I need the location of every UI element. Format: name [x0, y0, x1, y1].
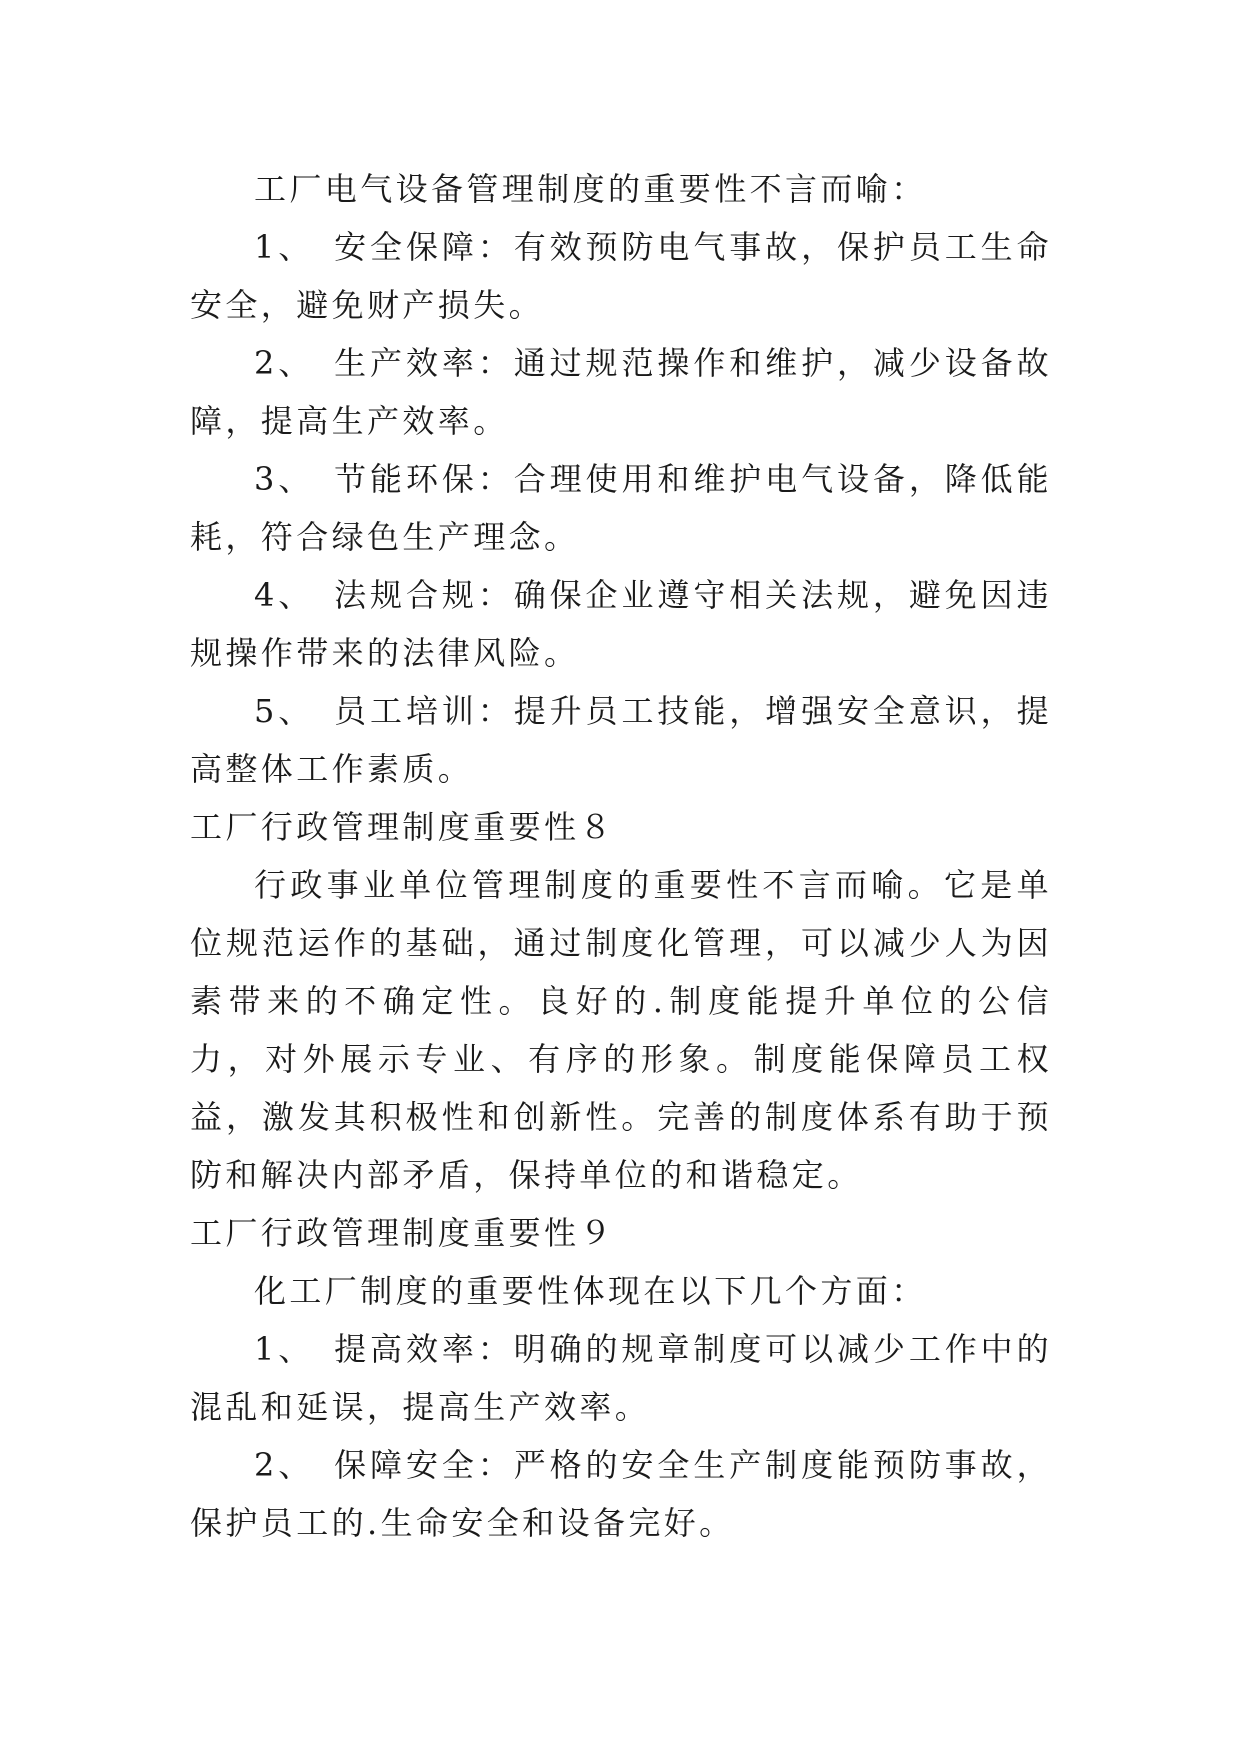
- list-item-text: 法规合规：确保企业遵守相关法规，避免因违规操作带来的法律风险。: [190, 576, 1052, 672]
- list-item-text: 保障安全：严格的安全生产制度能预防事故，保护员工的.生命安全和设备完好。: [190, 1446, 1052, 1542]
- list-item-text: 安全保障：有效预防电气事故，保护员工生命安全，避免财产损失。: [190, 228, 1052, 324]
- list-item: [190, 450, 1052, 566]
- section-heading-8: 工厂行政管理制度重要性８: [190, 808, 615, 846]
- list-item: [190, 1320, 1052, 1436]
- list-item-number: 4、: [254, 576, 315, 614]
- chemical-list: [190, 1320, 1052, 1552]
- list-item: [190, 1436, 1052, 1552]
- list-item-number: 1、: [254, 1330, 315, 1368]
- chemical-intro: 化工厂制度的重要性体现在以下几个方面：: [254, 1272, 927, 1310]
- list-item-number: 2、: [254, 1446, 315, 1484]
- section-heading-9: 工厂行政管理制度重要性９: [190, 1214, 615, 1252]
- list-item-text: 生产效率：通过规范操作和维护，减少设备故障，提高生产效率。: [190, 344, 1052, 440]
- section-8-paragraph: 行政事业单位管理制度的重要性不言而喻。它是单位规范运作的基础，通过制度化管理，可以减少人为因素带来的不确定性。良好的.制度能提升单位的公信力，对外展示专业、有序的形象。制度能保障员工权益，激发其积极性和创新性。完善的制度体系有助于预防和解决内部矛盾，保持单位的和谐稳定。: [190, 866, 1052, 1194]
- list-item-number: 2、: [254, 344, 315, 382]
- list-item-number: 5、: [254, 692, 315, 730]
- electrical-intro: 工厂电气设备管理制度的重要性不言而喻：: [254, 170, 927, 208]
- list-item: [190, 682, 1052, 798]
- list-item-text: 员工培训：提升员工技能，增强安全意识，提高整体工作素质。: [190, 692, 1052, 788]
- list-item-number: 1、: [254, 228, 315, 266]
- list-item-text: 提高效率：明确的规章制度可以减少工作中的混乱和延误，提高生产效率。: [190, 1330, 1052, 1426]
- list-item: [190, 218, 1052, 334]
- electrical-list: [190, 218, 1052, 798]
- list-item: [190, 566, 1052, 682]
- list-item-number: 3、: [254, 460, 315, 498]
- document-body: [190, 160, 1052, 1552]
- list-item: [190, 334, 1052, 450]
- list-item-text: 节能环保：合理使用和维护电气设备，降低能耗，符合绿色生产理念。: [190, 460, 1052, 556]
